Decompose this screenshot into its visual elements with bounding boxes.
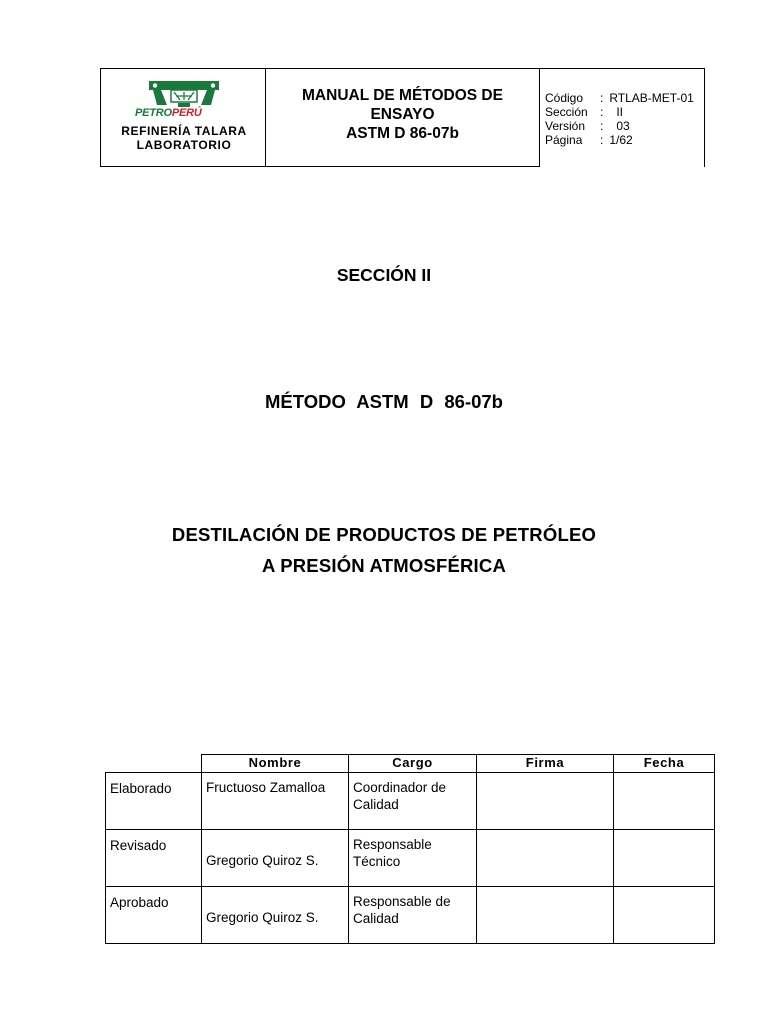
table-header-row (106, 755, 715, 773)
role-cell: Responsable de Calidad (349, 887, 477, 944)
column-header-signature: Firma (477, 755, 614, 773)
manual-title-line-1: MANUAL DE MÉTODOS DE (302, 87, 503, 104)
header-logo-cell (100, 68, 266, 167)
column-header-name: Nombre (202, 755, 349, 773)
table-row (106, 773, 715, 830)
meta-row-section: Sección : II (545, 105, 624, 119)
date-cell (614, 830, 715, 887)
signature-cell (477, 773, 614, 830)
table-row (106, 887, 715, 944)
approval-signature-table (105, 754, 715, 944)
table-corner-cell (106, 755, 202, 773)
name-cell: Gregorio Quiroz S. (202, 887, 349, 944)
meta-row-version: Versión : 03 (545, 119, 630, 133)
manual-title-line-2: ENSAYO (370, 106, 435, 123)
row-label: Aprobado (106, 887, 202, 944)
document-title-line-2: A PRESIÓN ATMOSFÉRICA (261, 555, 507, 576)
date-cell (614, 887, 715, 944)
header-title-cell (265, 68, 540, 167)
column-header-date: Fecha (614, 755, 715, 773)
manual-title-line-3: ASTM D 86-07b (346, 125, 459, 142)
table-row (106, 830, 715, 887)
signature-cell (477, 830, 614, 887)
column-header-role: Cargo (349, 755, 477, 773)
name-cell: Fructuoso Zamalloa (202, 773, 349, 830)
petroperu-emblem-icon (147, 79, 221, 109)
signature-cell (477, 887, 614, 944)
date-cell (614, 773, 715, 830)
section-title: SECCIÓN II (336, 265, 432, 285)
method-title: MÉTODO ASTM D 86-07b (265, 391, 503, 412)
laboratory-label: LABORATORIO (136, 138, 232, 152)
document-title-line-1: DESTILACIÓN DE PRODUCTOS DE PETRÓLEO (171, 524, 597, 545)
petroperu-logo-wordmark: PETROPERÚ (135, 107, 202, 119)
meta-row-code: Código : RTLAB-MET-01 (545, 91, 694, 105)
name-cell: Gregorio Quiroz S. (202, 830, 349, 887)
refinery-name: REFINERÍA TALARA (121, 124, 247, 138)
header-meta-cell (539, 68, 705, 167)
meta-row-page: Página : 1/62 (545, 133, 633, 147)
row-label: Revisado (106, 830, 202, 887)
row-label: Elaborado (106, 773, 202, 830)
role-cell: Coordinador de Calidad (349, 773, 477, 830)
role-cell: Responsable Técnico (349, 830, 477, 887)
